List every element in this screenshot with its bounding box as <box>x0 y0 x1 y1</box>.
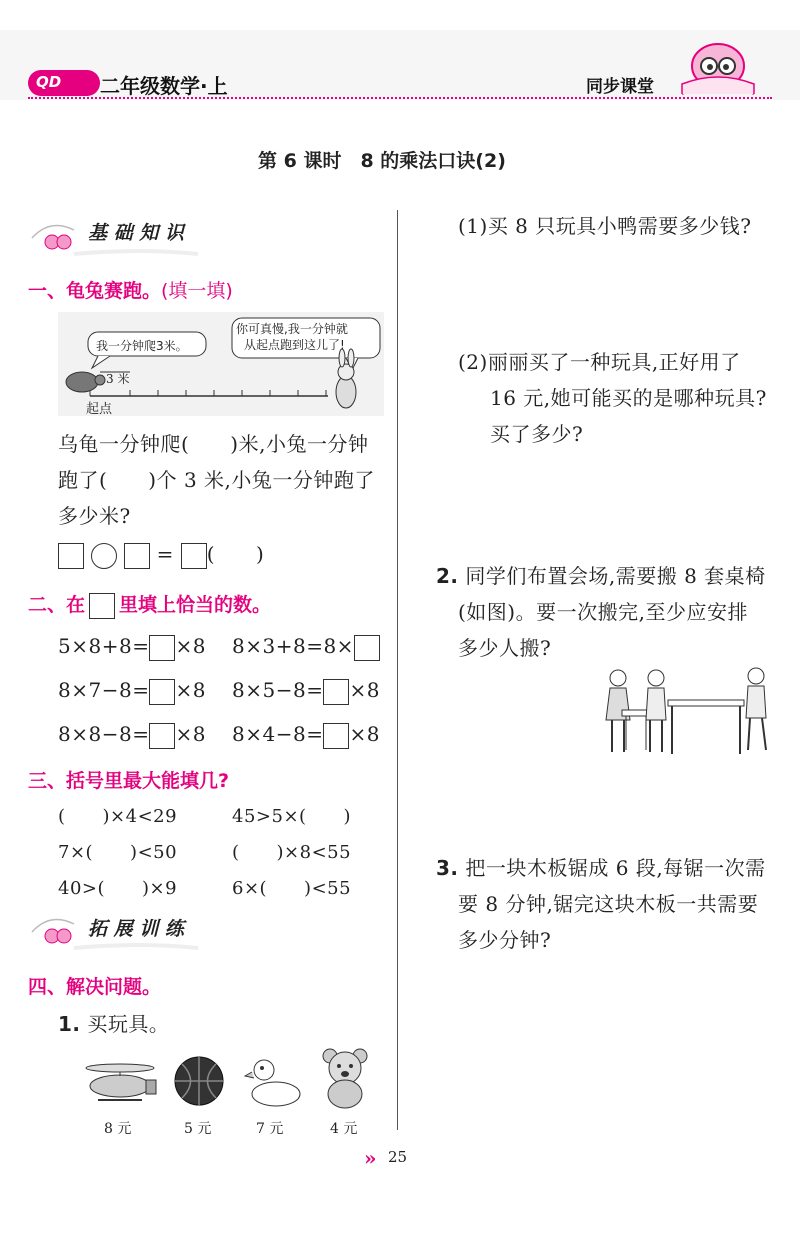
rabbit-bubble-line1: 你可真慢,我一分钟就 <box>236 322 348 336</box>
problem-text: 把一块木板锯成 6 段,每锯一次需 <box>465 856 766 880</box>
q4-sub2-line3: 买了多少? <box>490 422 584 446</box>
problem-number: 1. <box>58 1012 81 1036</box>
q2-row-1-right <box>232 634 380 661</box>
problem-number: 2. <box>436 564 459 588</box>
heading-box-icon <box>89 593 115 619</box>
toy-price: 5 元 <box>184 1121 212 1137</box>
q3-row-2-right[interactable]: ( )×8<55 <box>232 842 352 863</box>
q4-sub2-line2: 16 元,她可能买的是哪种玩具? <box>490 386 767 410</box>
answer-box[interactable] <box>149 635 175 661</box>
toy-price: 8 元 <box>104 1121 132 1137</box>
answer-box[interactable] <box>58 543 84 569</box>
q4-problem2-line2: (如图)。要一次搬完,至少应安排 <box>458 600 748 624</box>
section-extend-title: 拓 展 训 练 <box>88 918 184 940</box>
q2-heading <box>28 590 271 619</box>
problem-text: 同学们布置会场,需要搬 8 套桌椅 <box>465 564 766 588</box>
q2-expr-tail: ×8 <box>175 722 206 746</box>
toy-price: 7 元 <box>256 1121 284 1137</box>
answer-box[interactable] <box>323 723 349 749</box>
problem-number: 3. <box>436 856 459 880</box>
duck-icon <box>244 1050 304 1110</box>
q4-problem1 <box>58 1008 169 1037</box>
answer-box[interactable] <box>149 679 175 705</box>
q3-row-1-right[interactable]: 45>5×( ) <box>232 806 352 827</box>
problem-text: 买玩具。 <box>87 1012 170 1036</box>
unit-paren[interactable]: ( ) <box>206 542 265 566</box>
q2-row-2-right <box>232 678 380 705</box>
bear-icon <box>318 1046 372 1110</box>
q4-problem2-line1 <box>436 560 766 589</box>
answer-box[interactable] <box>149 723 175 749</box>
q2-heading-a: 二、在 <box>28 594 86 616</box>
basketball-icon <box>172 1054 226 1108</box>
q1-line2: 跑了( )个 3 米,小兔一分钟跑了 <box>58 468 375 492</box>
section-basic-title: 基 础 知 识 <box>88 222 184 244</box>
q3-row-3-left[interactable]: 40>( )×9 <box>58 878 178 899</box>
equals-sign: = <box>156 542 174 566</box>
q4-sub2-line1: (2)丽丽买了一种玩具,正好用了 <box>458 350 741 374</box>
airplane-icon <box>80 1050 160 1110</box>
mark-3m: 3 米 <box>106 372 130 386</box>
header-divider <box>28 97 772 99</box>
series-title: 同步课堂 <box>586 77 654 97</box>
column-divider <box>397 210 398 1130</box>
q3-row-2-left[interactable]: 7×( )<50 <box>58 842 178 863</box>
q2-expr-tail: ×8 <box>175 634 206 658</box>
double-chevron-icon: » <box>364 1146 377 1170</box>
q1-heading-note: (填一填) <box>161 280 233 302</box>
q2-expr: 8×4−8= <box>232 722 324 746</box>
q2-row-3-right <box>232 722 380 749</box>
answer-box[interactable] <box>124 543 150 569</box>
q2-expr: 8×7−8= <box>58 678 150 702</box>
q4-problem3-line1 <box>436 852 766 881</box>
lesson-title: 第 6 课时 8 的乘法口诀(2) <box>258 150 506 172</box>
answer-box[interactable] <box>181 543 207 569</box>
answer-box[interactable] <box>323 679 349 705</box>
q4-sub1: (1)买 8 只玩具小鸭需要多少钱? <box>458 214 752 238</box>
q1-heading-text: 一、龟兔赛跑。 <box>28 280 162 302</box>
q2-row-1 <box>58 634 206 661</box>
q4-problem3-line3: 多少分钟? <box>458 928 552 952</box>
q2-row-2 <box>58 678 206 705</box>
q1-line1: 乌龟一分钟爬( )米,小兔一分钟 <box>58 432 369 456</box>
q1-equation <box>58 538 264 569</box>
q4-heading: 四、解决问题。 <box>28 976 162 998</box>
operator-circle[interactable] <box>91 543 117 569</box>
q2-expr-tail: ×8 <box>349 678 380 702</box>
book-title: 二年级数学·上 <box>100 74 228 98</box>
q2-expr: 8×5−8= <box>232 678 324 702</box>
q2-heading-b: 里填上恰当的数。 <box>119 594 272 616</box>
start-label: 起点 <box>86 402 113 417</box>
q3-row-3-right[interactable]: 6×( )<55 <box>232 878 352 899</box>
q2-expr: 8×3+8=8× <box>232 634 354 658</box>
q2-expr-tail: ×8 <box>349 722 380 746</box>
header-badge-text: QD <box>36 73 62 91</box>
turtle-bubble-text: 我一分钟爬3米。 <box>96 339 188 353</box>
toy-price: 4 元 <box>330 1121 358 1137</box>
page-number: 25 <box>388 1148 408 1166</box>
q3-heading: 三、括号里最大能填几? <box>28 770 230 792</box>
q4-problem2-line3: 多少人搬? <box>458 636 552 660</box>
rabbit-bubble-line2: 从起点跑到这儿了! <box>244 338 345 352</box>
mascot-logo <box>672 38 764 100</box>
q2-expr: 8×8−8= <box>58 722 150 746</box>
q2-expr: 5×8+8= <box>58 634 150 658</box>
answer-box[interactable] <box>354 635 380 661</box>
q1-heading <box>28 276 233 303</box>
q2-row-3 <box>58 722 206 749</box>
children-carrying-table-illustration <box>600 664 772 760</box>
q3-row-1-left[interactable]: ( )×4<29 <box>58 806 178 827</box>
q4-problem3-line2: 要 8 分钟,锯完这块木板一共需要 <box>458 892 759 916</box>
q1-line3: 多少米? <box>58 504 131 528</box>
q2-expr-tail: ×8 <box>175 678 206 702</box>
